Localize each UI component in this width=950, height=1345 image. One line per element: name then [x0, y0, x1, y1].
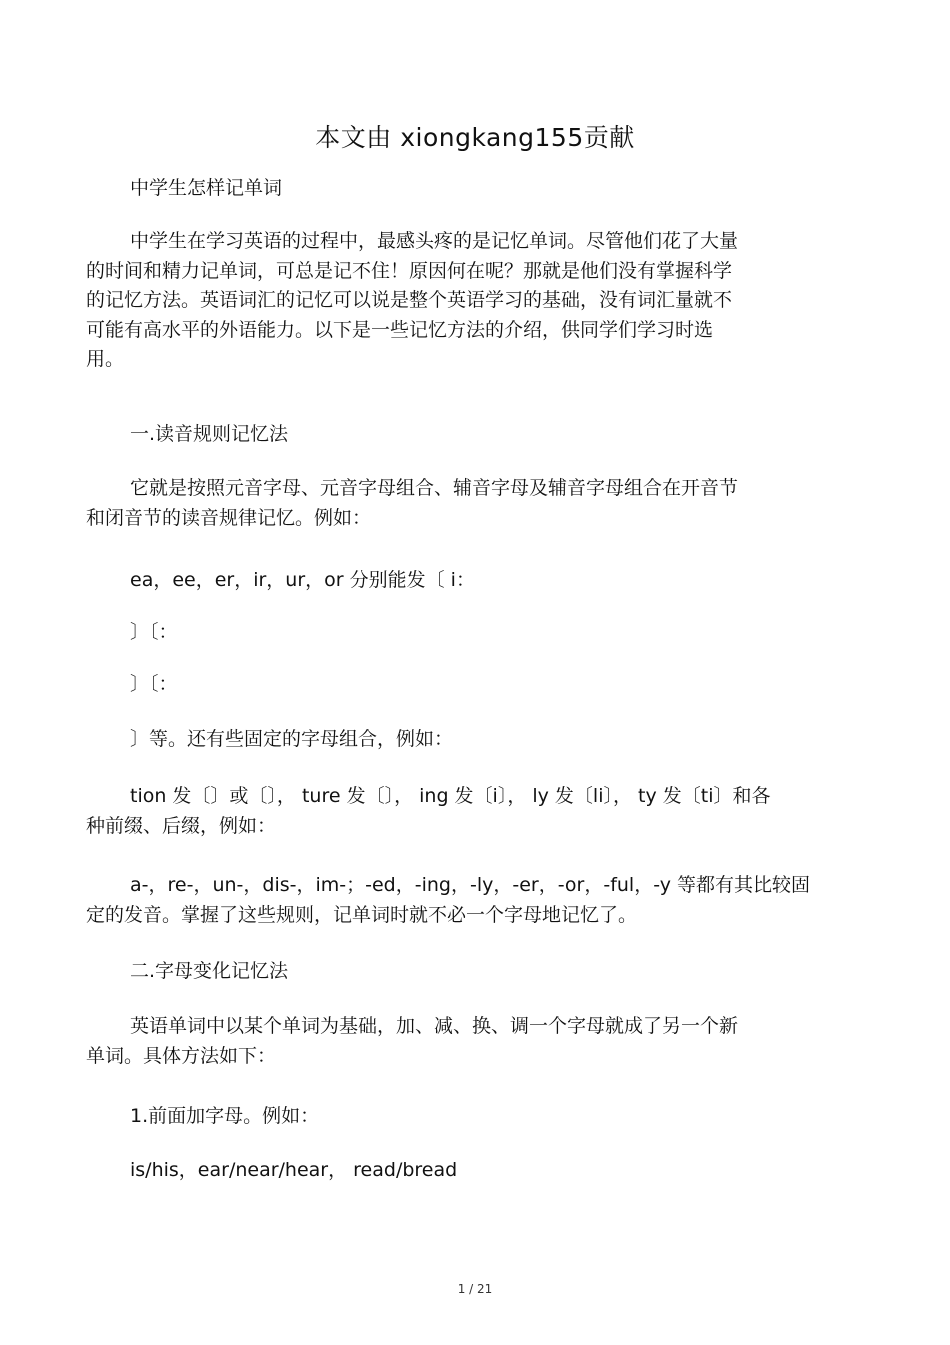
- paragraph: [86, 1102, 858, 1132]
- paragraph: [86, 782, 858, 841]
- text-line: 单词。具体方法如下：: [86, 1044, 277, 1067]
- text-line: ea，ee，er，ir，ur，or 分别能发〔 i：: [130, 569, 475, 591]
- text-line: 英语单词中以某个单词为基础，加、减、换、调一个字母就成了另一个新: [130, 1015, 739, 1037]
- text-line: is/his，ear/near/hear， read/bread: [130, 1159, 458, 1181]
- text-line: 种前缀、后缀，例如：: [86, 814, 277, 837]
- text-line: 的记忆方法。英语词汇的记忆可以说是整个英语学习的基础，没有词汇量就不: [86, 289, 733, 311]
- text-line: 1.前面加字母。例如：: [130, 1105, 320, 1127]
- text-line: 它就是按照元音字母、元音字母组合、辅音字母及辅音字母组合在开音节: [130, 477, 739, 499]
- section-heading-2: [86, 957, 858, 987]
- paragraph-heading: [86, 174, 858, 204]
- text-line: 二.字母变化记忆法: [130, 960, 289, 982]
- paragraph: [86, 1012, 858, 1071]
- section-heading-1: [86, 420, 858, 450]
- page-number: 1 / 21: [457, 1282, 493, 1296]
- paragraph: [86, 725, 858, 755]
- paragraph-intro: [86, 227, 858, 375]
- text-line: tion 发〔〕或〔〕， ture 发〔〕， ing 发〔i〕， ly 发〔li〕， ty 发〔ti〕和各: [130, 785, 771, 807]
- paragraph: [86, 618, 858, 648]
- text-line: 一.读音规则记忆法: [130, 423, 289, 445]
- text-line: 的时间和精力记单词，可总是记不住！原因何在呢？那就是他们没有掌握科学: [86, 259, 733, 282]
- paragraph: [86, 566, 858, 596]
- paragraph: [86, 670, 858, 700]
- paragraph: [86, 871, 858, 930]
- paragraph: [86, 1156, 858, 1186]
- text-line: a-，re-，un-，dis-，im-；-ed，-ing，-ly，-er，-or，-ful，-y 等都有其比较固: [130, 874, 811, 896]
- text-line: 可能有高水平的外语能力。以下是一些记忆方法的介绍，供同学们学习时选: [86, 318, 714, 341]
- text-line: 中学生怎样记单词: [130, 177, 283, 199]
- text-line: 〕〔：: [130, 673, 178, 695]
- paragraph: [86, 474, 858, 533]
- text-line: 〕等。还有些固定的字母组合，例如：: [130, 728, 454, 750]
- text-line: 用。: [86, 348, 125, 370]
- document-title: 本文由 xiongkang155贡献: [315, 123, 635, 152]
- text-line: 定的发音。掌握了这些规则，记单词时就不必一个字母地记忆了。: [86, 903, 638, 926]
- text-line: 中学生在学习英语的过程中，最感头疼的是记忆单词。尽管他们花了大量: [130, 230, 739, 252]
- text-line: 〕〔：: [130, 621, 178, 643]
- text-line: 和闭音节的读音规律记忆。例如：: [86, 506, 372, 529]
